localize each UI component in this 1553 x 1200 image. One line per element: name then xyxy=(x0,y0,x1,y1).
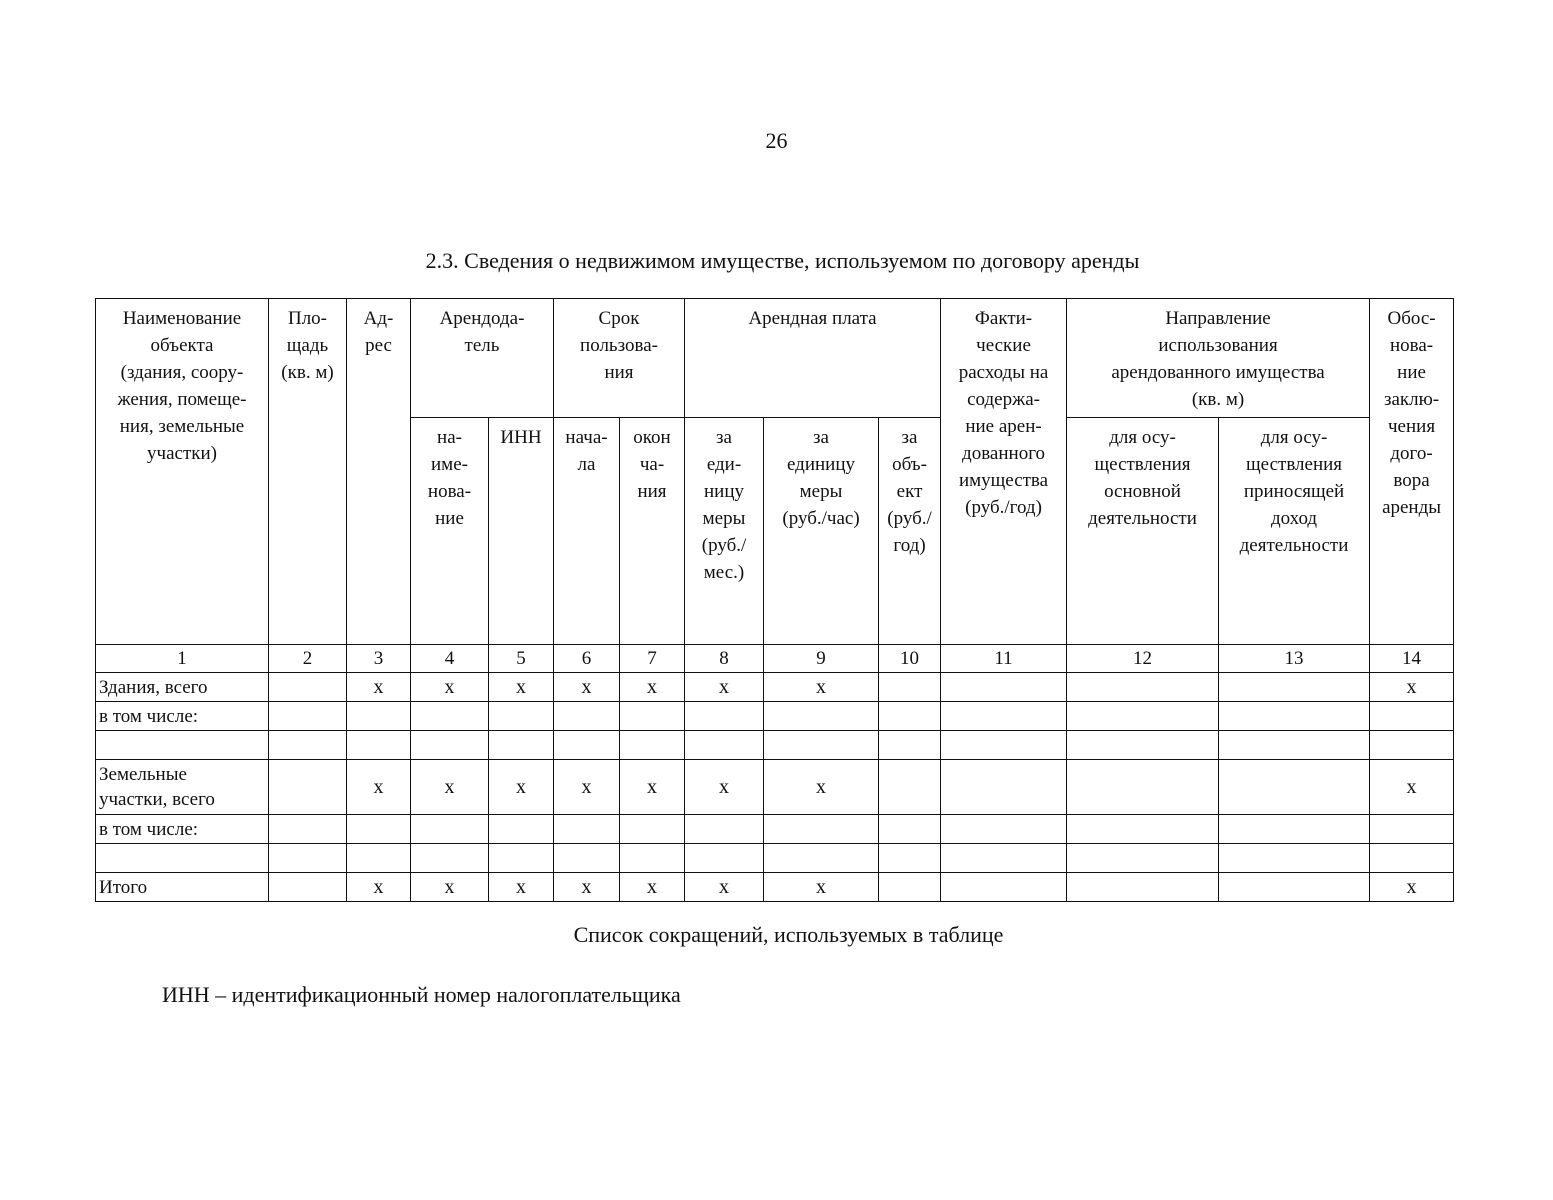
table-cell: x xyxy=(489,760,554,815)
table-cell xyxy=(1370,702,1454,731)
table-cell xyxy=(554,815,620,844)
header-row-top xyxy=(96,299,1454,418)
column-number: 6 xyxy=(554,645,620,673)
table-cell xyxy=(764,844,879,873)
column-number: 11 xyxy=(941,645,1067,673)
table-cell xyxy=(685,702,764,731)
table-cell xyxy=(554,731,620,760)
header-rent-per-year: за объ- ект (руб./ год) xyxy=(879,418,941,645)
table-cell xyxy=(269,731,347,760)
table-cell xyxy=(685,815,764,844)
table-cell xyxy=(347,844,411,873)
table-cell xyxy=(1219,873,1370,902)
table-cell xyxy=(941,844,1067,873)
table-cell xyxy=(489,731,554,760)
table-cell xyxy=(347,702,411,731)
table-cell xyxy=(764,702,879,731)
table-cell xyxy=(879,815,941,844)
table-cell xyxy=(879,873,941,902)
table-cell xyxy=(1219,673,1370,702)
header-area: Пло- щадь (кв. м) xyxy=(269,299,347,645)
header-term: Срок пользова- ния xyxy=(554,299,685,418)
table-cell xyxy=(1219,844,1370,873)
table-cell xyxy=(941,702,1067,731)
table-cell: x xyxy=(489,873,554,902)
table-cell xyxy=(347,731,411,760)
column-numbers-row xyxy=(96,645,1454,673)
table-cell xyxy=(1067,844,1219,873)
table-cell: x xyxy=(1370,673,1454,702)
table-cell xyxy=(1219,731,1370,760)
table-cell xyxy=(1219,760,1370,815)
table-cell xyxy=(1067,873,1219,902)
table-cell xyxy=(269,873,347,902)
header-rent-per-month: за еди- ницу меры (руб./ мес.) xyxy=(685,418,764,645)
table-cell xyxy=(620,815,685,844)
table-cell xyxy=(685,731,764,760)
table-cell xyxy=(1219,702,1370,731)
table-row xyxy=(96,702,1454,731)
row-label: Здания, всего xyxy=(96,673,269,702)
row-label: Земельные участки, всего xyxy=(96,760,269,815)
table-title: 2.3. Сведения о недвижимом имуществе, используемом по договору аренды xyxy=(425,248,1140,273)
table-cell xyxy=(764,731,879,760)
table-cell xyxy=(620,844,685,873)
table-cell xyxy=(879,731,941,760)
table-cell xyxy=(489,702,554,731)
header-lease-justification: Обос- нова- ние заклю- чения дого- вора аренды xyxy=(1370,299,1454,645)
header-lessor: Арендода- тель xyxy=(411,299,554,418)
table-cell xyxy=(685,844,764,873)
table-cell: x xyxy=(764,673,879,702)
lease-property-table xyxy=(95,298,1454,902)
table-cell xyxy=(411,731,489,760)
table-cell xyxy=(347,815,411,844)
table-row xyxy=(96,873,1454,902)
header-usage-income: для осу- ществления приносящей доход деятельности xyxy=(1219,418,1370,645)
row-label xyxy=(96,731,269,760)
table-cell: x xyxy=(411,673,489,702)
table-cell xyxy=(941,673,1067,702)
table-cell xyxy=(879,760,941,815)
table-cell xyxy=(941,815,1067,844)
header-term-end: окон ча- ния xyxy=(620,418,685,645)
header-rent: Арендная плата xyxy=(685,299,941,418)
table-cell xyxy=(620,731,685,760)
table-cell xyxy=(879,673,941,702)
table-cell xyxy=(489,815,554,844)
column-number: 10 xyxy=(879,645,941,673)
header-address: Ад- рес xyxy=(347,299,411,645)
table-cell xyxy=(269,815,347,844)
column-number: 9 xyxy=(764,645,879,673)
table-cell xyxy=(1067,815,1219,844)
table-row xyxy=(96,731,1454,760)
table-cell xyxy=(941,873,1067,902)
table-cell: x xyxy=(347,760,411,815)
table-cell: x xyxy=(764,760,879,815)
table-cell xyxy=(1067,673,1219,702)
header-usage-main: для осу- ществления основной деятельности xyxy=(1067,418,1219,645)
table-cell xyxy=(620,702,685,731)
table-cell xyxy=(269,673,347,702)
row-label: в том числе: xyxy=(96,815,269,844)
table-cell: x xyxy=(411,873,489,902)
column-number: 12 xyxy=(1067,645,1219,673)
table-cell: x xyxy=(685,760,764,815)
table-cell xyxy=(1067,731,1219,760)
column-number: 1 xyxy=(96,645,269,673)
table-row xyxy=(96,673,1454,702)
table-cell: x xyxy=(347,673,411,702)
table-row xyxy=(96,844,1454,873)
table-cell: x xyxy=(1370,873,1454,902)
table-cell xyxy=(879,844,941,873)
table-row xyxy=(96,815,1454,844)
table-cell: x xyxy=(620,873,685,902)
table-cell: x xyxy=(347,873,411,902)
header-lessor-inn: ИНН xyxy=(489,418,554,645)
table-cell: x xyxy=(620,760,685,815)
table-cell: x xyxy=(685,873,764,902)
column-number: 3 xyxy=(347,645,411,673)
table-cell xyxy=(411,702,489,731)
table-row xyxy=(96,760,1454,815)
table-cell: x xyxy=(554,673,620,702)
column-number: 4 xyxy=(411,645,489,673)
page-number: 26 xyxy=(765,128,788,153)
table-cell xyxy=(1370,844,1454,873)
table-cell xyxy=(554,702,620,731)
table-cell xyxy=(1370,731,1454,760)
table-cell xyxy=(1370,815,1454,844)
table-cell xyxy=(554,844,620,873)
table-cell xyxy=(764,815,879,844)
table-cell: x xyxy=(1370,760,1454,815)
header-lessor-name: на- име- нова- ние xyxy=(411,418,489,645)
abbreviations-title: Список сокращений, используемых в таблице xyxy=(573,922,1004,947)
table-cell: x xyxy=(620,673,685,702)
table-cell xyxy=(879,702,941,731)
header-term-start: нача- ла xyxy=(554,418,620,645)
column-number: 7 xyxy=(620,645,685,673)
header-rent-per-hour: за единицу меры (руб./час) xyxy=(764,418,879,645)
table-cell xyxy=(1219,815,1370,844)
table-cell: x xyxy=(554,873,620,902)
row-label xyxy=(96,844,269,873)
row-label: в том числе: xyxy=(96,702,269,731)
table-cell: x xyxy=(411,760,489,815)
header-object-name: Наименование объекта (здания, соору- жения, помеще- ния, земельные участки) xyxy=(96,299,269,645)
column-number: 14 xyxy=(1370,645,1454,673)
table-cell xyxy=(1067,702,1219,731)
table-cell xyxy=(269,844,347,873)
table-cell: x xyxy=(685,673,764,702)
column-number: 13 xyxy=(1219,645,1370,673)
header-actual-expenses: Факти- ческие расходы на содержа- ние арен- дованного имущества (руб./год) xyxy=(941,299,1067,645)
table-cell xyxy=(411,815,489,844)
table-cell xyxy=(489,844,554,873)
table-cell xyxy=(411,844,489,873)
table-cell xyxy=(269,702,347,731)
column-number: 5 xyxy=(489,645,554,673)
table-cell: x xyxy=(489,673,554,702)
column-number: 8 xyxy=(685,645,764,673)
column-number: 2 xyxy=(269,645,347,673)
table-cell: x xyxy=(554,760,620,815)
header-usage-direction: Направление использования арендованного имущества (кв. м) xyxy=(1067,299,1370,418)
row-label: Итого xyxy=(96,873,269,902)
table-cell xyxy=(941,731,1067,760)
table-cell xyxy=(269,760,347,815)
table-cell xyxy=(1067,760,1219,815)
table-cell: x xyxy=(764,873,879,902)
abbreviation-item: ИНН – идентификационный номер налогоплательщика xyxy=(162,982,681,1007)
table-cell xyxy=(941,760,1067,815)
